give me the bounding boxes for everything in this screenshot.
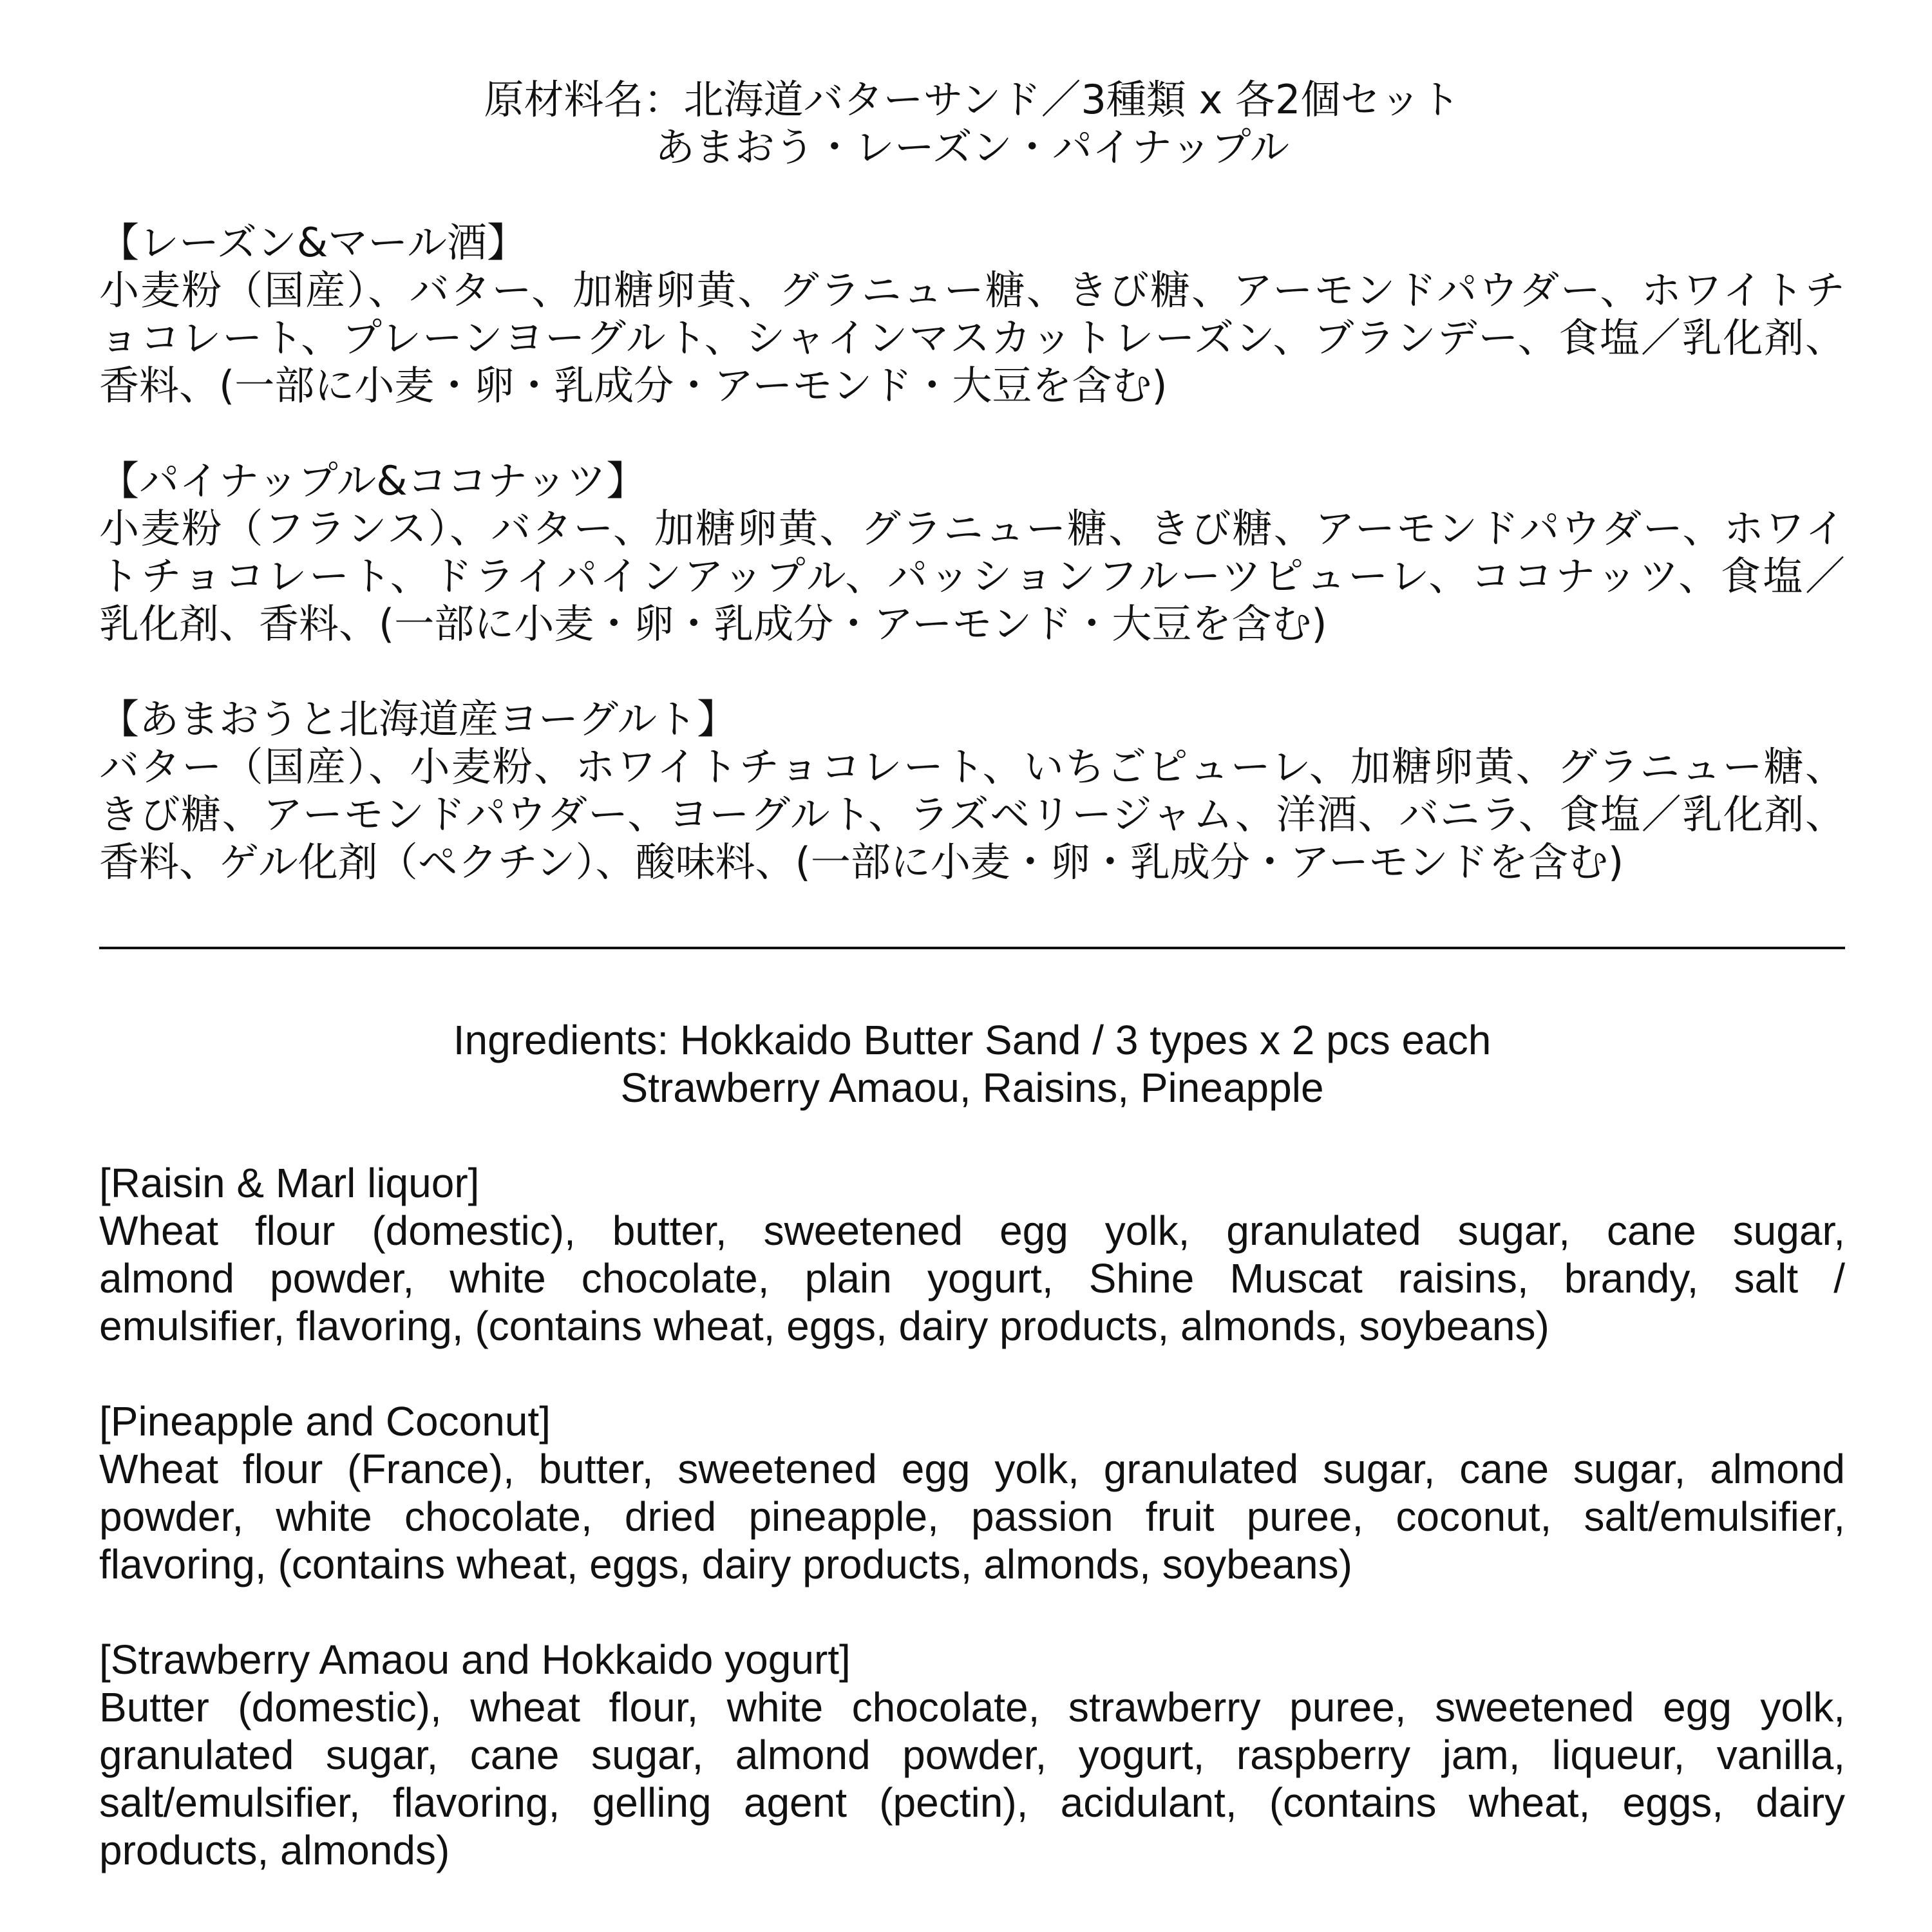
ingredient-line: products, almonds) xyxy=(99,1827,450,1873)
product-title-line: Ingredients: Hokkaido Butter Sand / 3 types x 2 pcs each xyxy=(453,1017,1492,1063)
ingredient-line: トチョコレート、ドライパインアップル、パッションフルーツピューレ、ココナッツ、食塩／ xyxy=(99,553,1845,600)
ingredient-line: salt/emulsifier, flavoring, gelling agent (pectin), acidulant, (contains wheat, eggs, dairy xyxy=(99,1779,1845,1826)
ingredient-line: 香料、ゲル化剤（ペクチン）、酸味料、(一部に小麦・卵・乳成分・アーモンドを含む) xyxy=(99,838,1624,886)
ingredient-line: きび糖、アーモンドパウダー、ヨーグルト、ラズベリージャム、洋酒、バニラ、食塩／乳化剤、 xyxy=(99,791,1845,838)
ingredient-line: Wheat flour (France), butter, sweetened egg yolk, granulated sugar, cane sugar, almond xyxy=(99,1446,1845,1492)
ingredient-line: Butter (domestic), wheat flour, white chocolate, strawberry puree, sweetened egg yolk, xyxy=(99,1684,1845,1730)
english-ingredients-block xyxy=(99,1016,1845,1874)
spacer xyxy=(99,1588,1845,1636)
ingredient-line: ョコレート、プレーンヨーグルト、シャインマスカットレーズン、ブランデー、食塩／乳化剤、 xyxy=(99,314,1845,361)
section-divider xyxy=(99,947,1845,949)
spacer xyxy=(99,410,1845,457)
ingredient-line: almond powder, white chocolate, plain yogurt, Shine Muscat raisins, brandy, salt / xyxy=(99,1255,1845,1302)
product-title-line: あまおう・レーズン・パイナップル xyxy=(654,124,1290,171)
ingredient-line: emulsifier, flavoring, (contains wheat, eggs, dairy products, almonds, soybeans) xyxy=(99,1303,1549,1349)
ingredient-line: Wheat flour (domestic), butter, sweetened egg yolk, granulated sugar, cane sugar, xyxy=(99,1208,1845,1254)
spacer xyxy=(99,171,1845,219)
section-heading: [Strawberry Amaou and Hokkaido yogurt] xyxy=(99,1636,851,1683)
ingredient-line: granulated sugar, cane sugar, almond powder, yogurt, raspberry jam, liqueur, vanilla, xyxy=(99,1732,1845,1778)
spacer xyxy=(99,648,1845,696)
spacer xyxy=(99,1112,1845,1159)
japanese-ingredients-block xyxy=(99,76,1845,886)
section-heading: [Raisin & Marl liquor] xyxy=(99,1160,480,1206)
ingredient-line: 小麦粉（フランス）、バター、加糖卵黄、グラニュー糖、きび糖、アーモンドパウダー、ホワイ xyxy=(99,505,1845,552)
product-title-line: Strawberry Amaou, Raisins, Pineapple xyxy=(620,1065,1324,1111)
product-title-line: 原材料名：北海道バターサンド／3種類 x 各2個セット xyxy=(484,76,1461,123)
section-heading: 【レーズン&マール酒】 xyxy=(99,219,527,266)
section-heading: [Pineapple and Coconut] xyxy=(99,1398,551,1444)
ingredient-line: powder, white chocolate, dried pineapple, passion fruit puree, coconut, salt/emulsifier, xyxy=(99,1493,1845,1540)
ingredient-line: 香料、(一部に小麦・卵・乳成分・アーモンド・大豆を含む) xyxy=(99,362,1168,409)
ingredient-line: 小麦粉（国産）、バター、加糖卵黄、グラニュー糖、きび糖、アーモンドパウダー、ホワイトチ xyxy=(99,267,1845,314)
spacer xyxy=(99,1350,1845,1397)
ingredient-line: 乳化剤、香料、(一部に小麦・卵・乳成分・アーモンド・大豆を含む) xyxy=(99,600,1327,647)
ingredient-line: バター（国産）、小麦粉、ホワイトチョコレート、いちごピューレ、加糖卵黄、グラニュー糖、 xyxy=(99,743,1845,790)
section-heading: 【あまおうと北海道産ヨーグルト】 xyxy=(99,696,737,743)
section-heading: 【パイナップル&ココナッツ】 xyxy=(99,457,647,504)
ingredient-line: flavoring, (contains wheat, eggs, dairy products, almonds, soybeans) xyxy=(99,1541,1352,1587)
